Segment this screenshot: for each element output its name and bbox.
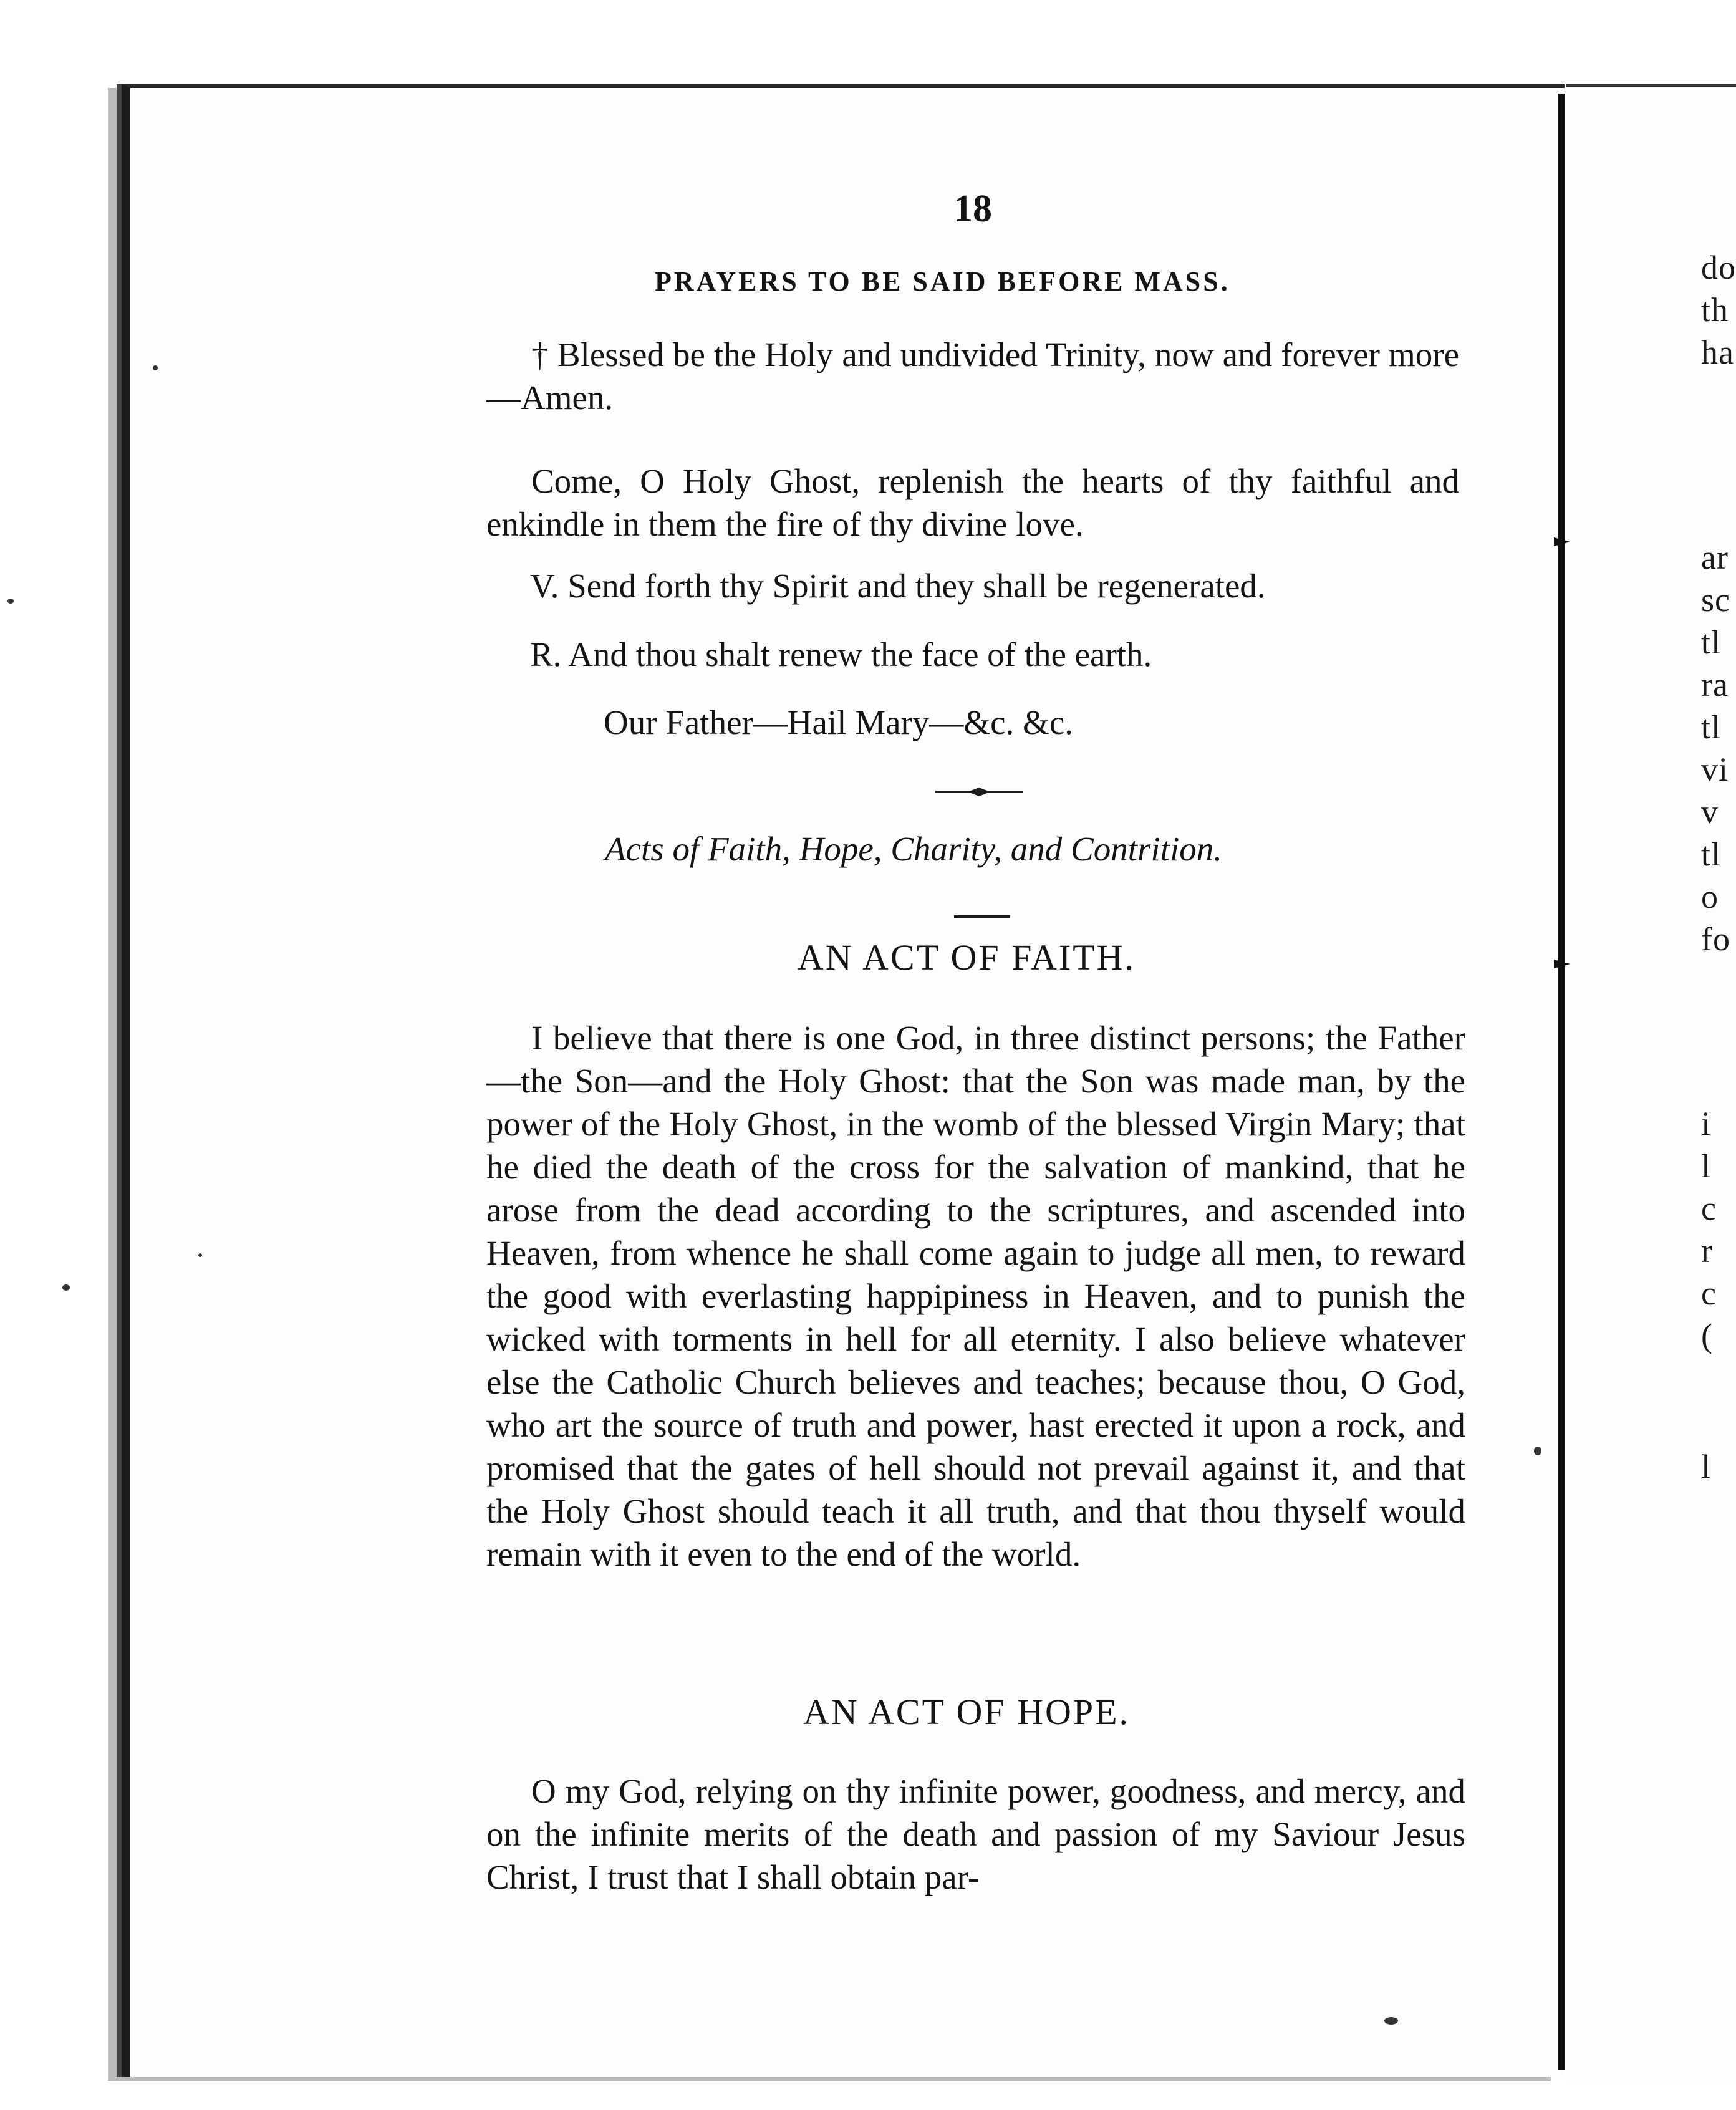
facing-page-fragment: vi (1701, 751, 1729, 788)
facing-page-fragment: c (1701, 1274, 1717, 1312)
running-head: PRAYERS TO BE SAID BEFORE MASS. (655, 266, 1230, 297)
facing-page-fragment: l (1701, 1448, 1712, 1485)
facing-page-fragment: r (1701, 1232, 1713, 1269)
versicle-line: V. Send forth thy Spirit and they shall be regenerated. (530, 567, 1266, 605)
holy-ghost-prayer: Come, O Holy Ghost, replenish the hearts of thy faithful and enkindle in them the fire of thy divine love. (486, 462, 1459, 543)
book-gutter (1558, 94, 1565, 2070)
facing-page-fragment: v (1701, 793, 1719, 831)
ornamental-rule (935, 784, 1023, 799)
pater-noster-line: Our Father—Hail Mary—&c. &c. (604, 703, 1074, 741)
response-line: R. And thou shalt renew the face of the earth. (530, 635, 1152, 673)
page-number: 18 (953, 188, 992, 230)
facing-page-fragment: ra (1701, 666, 1729, 703)
act-of-hope-heading: AN ACT OF HOPE. (803, 1692, 1131, 1732)
facing-page-fragment: ha (1701, 334, 1734, 371)
facing-page-fragment: tl (1701, 836, 1722, 873)
facing-page-fragment: o (1701, 878, 1719, 915)
act-of-hope-text: O my God, relying on thy infinite power, goodness, and mercy, and on the infinite merits of the death and passion of my Saviour Jesus Christ, I trust that I shall obtain par- (486, 1772, 1465, 1896)
opening-prayer: † Blessed be the Holy and undivided Trinity, now and forever more—Amen. (486, 335, 1459, 417)
binding-stitch-mark (1553, 957, 1571, 971)
facing-page-fragment: sc (1701, 581, 1730, 619)
facing-page-fragment: tl (1701, 624, 1722, 661)
short-rule (954, 915, 1010, 918)
act-of-faith-text: I believe that there is one God, in three distinct persons; the Father—the Son—and the Holy Ghost: that the Son was made man, by the power of the Holy Ghost, in the womb of the blessed Virgin Mary; that he died the death of the cross for the salvation of mankind, that he arose from the dead according to the scriptures, and ascended into Heaven, from whence he shall come again to judge all men, to reward the good with everlasting happipiness in Heaven, and to punish the wicked with torments in hell for all eternity. I also believe whatever else the Catholic Church believes and teaches; because thou, O God, who art the source of truth and power, hast erected it upon a rock, and promised that the gates of hell should not prevail against it, and that the Holy Ghost should teach it all truth, and that thou thyself would remain with it even to the end of the world. (486, 1019, 1465, 1573)
facing-page-fragment: ar (1701, 539, 1729, 576)
facing-page-fragment: l (1701, 1147, 1712, 1185)
facing-page-fragment: do (1701, 249, 1736, 286)
facing-page (1566, 84, 1736, 2082)
facing-page-fragment: c (1701, 1190, 1717, 1227)
facing-page-fragment: tl (1701, 708, 1722, 746)
facing-page-fragment: fo (1701, 920, 1730, 958)
facing-page-fragment: th (1701, 291, 1729, 329)
facing-page-fragment: i (1701, 1105, 1712, 1142)
acts-heading: Acts of Faith, Hope, Charity, and Contrition. (605, 830, 1222, 868)
facing-page-fragment: ( (1701, 1317, 1713, 1354)
binding-stitch-mark (1553, 535, 1571, 549)
act-of-faith-heading: AN ACT OF FAITH. (797, 937, 1136, 978)
